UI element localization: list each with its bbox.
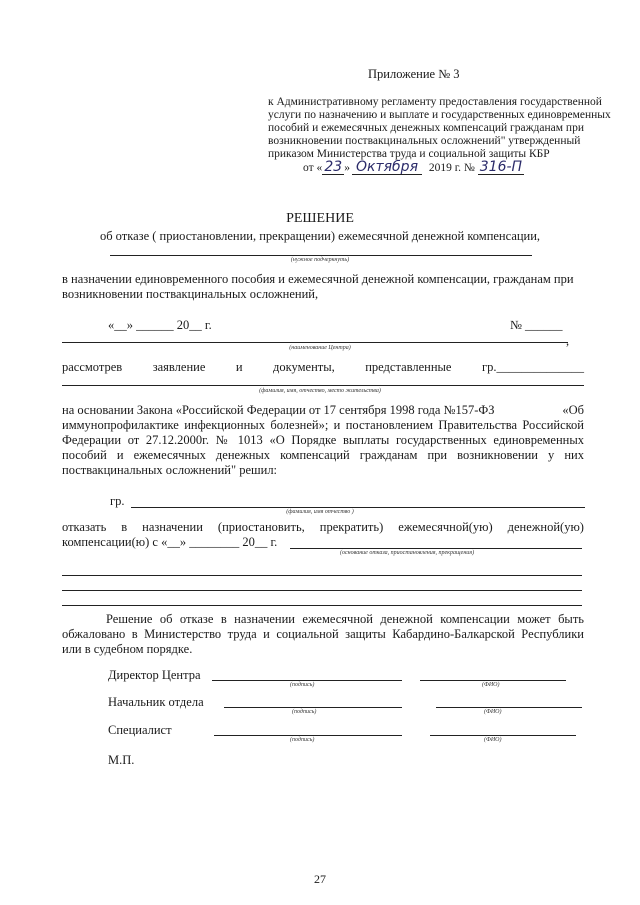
page-number: 27 [314,872,326,886]
order-number-handwritten: 316-П [479,159,523,175]
word: заявление [152,360,206,374]
signature-role-specialist: Специалист [108,723,172,737]
basis-last: поствакцинальных осложнений" решил: [62,463,278,477]
line-end-mark: , [566,334,570,348]
compensation-date-field[interactable]: компенсации(ю) с «__» ________ 20__ г. [62,535,278,549]
basis-line: иммунопрофилактике инфекционных болезней»; и постановлением Правительства Российской [62,418,584,432]
word: прекратить) [319,520,384,534]
decision-title: РЕШЕНИЕ [286,211,354,226]
date-month-handwritten: Октября [352,161,422,175]
decision-subtitle: об отказе ( приостановлении, прекращении) ежемесячной денежной компенсации, [99,229,541,243]
basis-text: на основании Закона «Российской Федерации от 17 сентября 1998 года №157-ФЗ [62,403,495,417]
basis-text: «Об [562,403,584,417]
appendix-date [303,161,524,175]
decision-date-field[interactable]: «__» ______ 20__ г. [108,318,212,332]
blank-line[interactable] [62,590,582,591]
word: назначении [142,520,203,534]
signature-line-head[interactable] [224,707,402,708]
hint-fio: (фамилия, имя отчество ) [286,509,354,515]
hint-center: (наименование Центра) [289,345,351,351]
appendix-title: Приложение № 3 [368,67,460,81]
decision-number-field[interactable]: № ______ [510,318,563,332]
word: и [235,360,243,374]
signature-line-specialist[interactable] [214,735,402,736]
hint-sign: (подпись) [290,682,315,688]
signature-role-director: Директор Центра [108,668,201,682]
fio-line-head[interactable] [436,707,582,708]
reason-line[interactable] [290,548,582,549]
hint-fio-sign: (ФИО) [484,737,502,743]
hint-choose: (нужное подчеркнуть) [290,257,350,263]
appendix-line: к Административному регламенту предоставления государственной [268,96,602,108]
considered-line [62,360,584,375]
blank-line[interactable] [62,575,582,576]
signature-line-director[interactable] [212,680,402,681]
word: денежной(ую) [507,520,584,534]
refuse-line [62,520,584,535]
date-year: 2019 г. № [428,162,475,174]
hint-sign: (подпись) [290,737,315,743]
hint-fio-full: (фамилия, имя, отчество, место жительства) [259,388,381,394]
appendix-line: услуги по назначению и выплате и государственных единовременных [268,109,611,121]
appendix-line: пособий и ежемесячных денежных компенсаций гражданам при [268,122,584,134]
signature-role-head: Начальник отдела [108,695,204,709]
date-mid: » [344,162,350,174]
citizen-field[interactable]: гр.______________ [481,360,584,374]
hint-sign: (подпись) [292,709,317,715]
hint-reason: (основание отказа, приостановления, прекращения) [340,550,475,556]
intro-line: в назначении единовременного пособия и ежемесячной денежной компенсации, гражданам при [62,272,574,286]
word: представленные [365,360,452,374]
center-name-line[interactable] [62,342,568,343]
word: в [121,520,128,534]
citizen-label: гр. [110,494,125,508]
stamp-label: М.П. [108,753,135,767]
appeal-last: или в судебном порядке. [62,642,193,656]
basis-line: Федерации от 27.12.2000г. № 1013 «О Порядке выплаты государственных единовременных [62,433,584,447]
fio-line-director[interactable] [420,680,566,681]
date-prefix: от « [303,162,323,174]
date-day-handwritten: 23 [322,161,344,175]
basis-line: пособий и ежемесячных денежных компенсаций гражданам при возникновении у них [62,448,584,462]
hint-fio-sign: (ФИО) [482,682,500,688]
intro-line: возникновении поствакцинальных осложнений, [62,287,319,301]
appendix-line: приказом Министерства труда и социальной защиты КБР [268,148,550,160]
word: рассмотрев [62,360,123,374]
appeal-line: обжаловано в Министерство труда и социальной защиты Кабардино-Балкарской Республики [62,627,584,641]
citizen-name-line[interactable] [131,507,585,508]
appeal-line: Решение об отказе в назначении ежемесячной денежной компенсации может быть [106,612,584,626]
fio-line-specialist[interactable] [430,735,576,736]
word: ежемесячной(ую) [398,520,493,534]
basis-line [62,403,584,418]
appendix-line: возникновении поствакцинальных осложнений" утвержденный [268,135,581,147]
applicant-line[interactable] [62,385,584,386]
word: документы, [273,360,335,374]
word: отказать [62,520,107,534]
blank-line[interactable] [62,605,582,606]
hint-fio-sign: (ФИО) [484,709,502,715]
word: (приостановить, [217,520,305,534]
choose-underline [110,255,532,256]
